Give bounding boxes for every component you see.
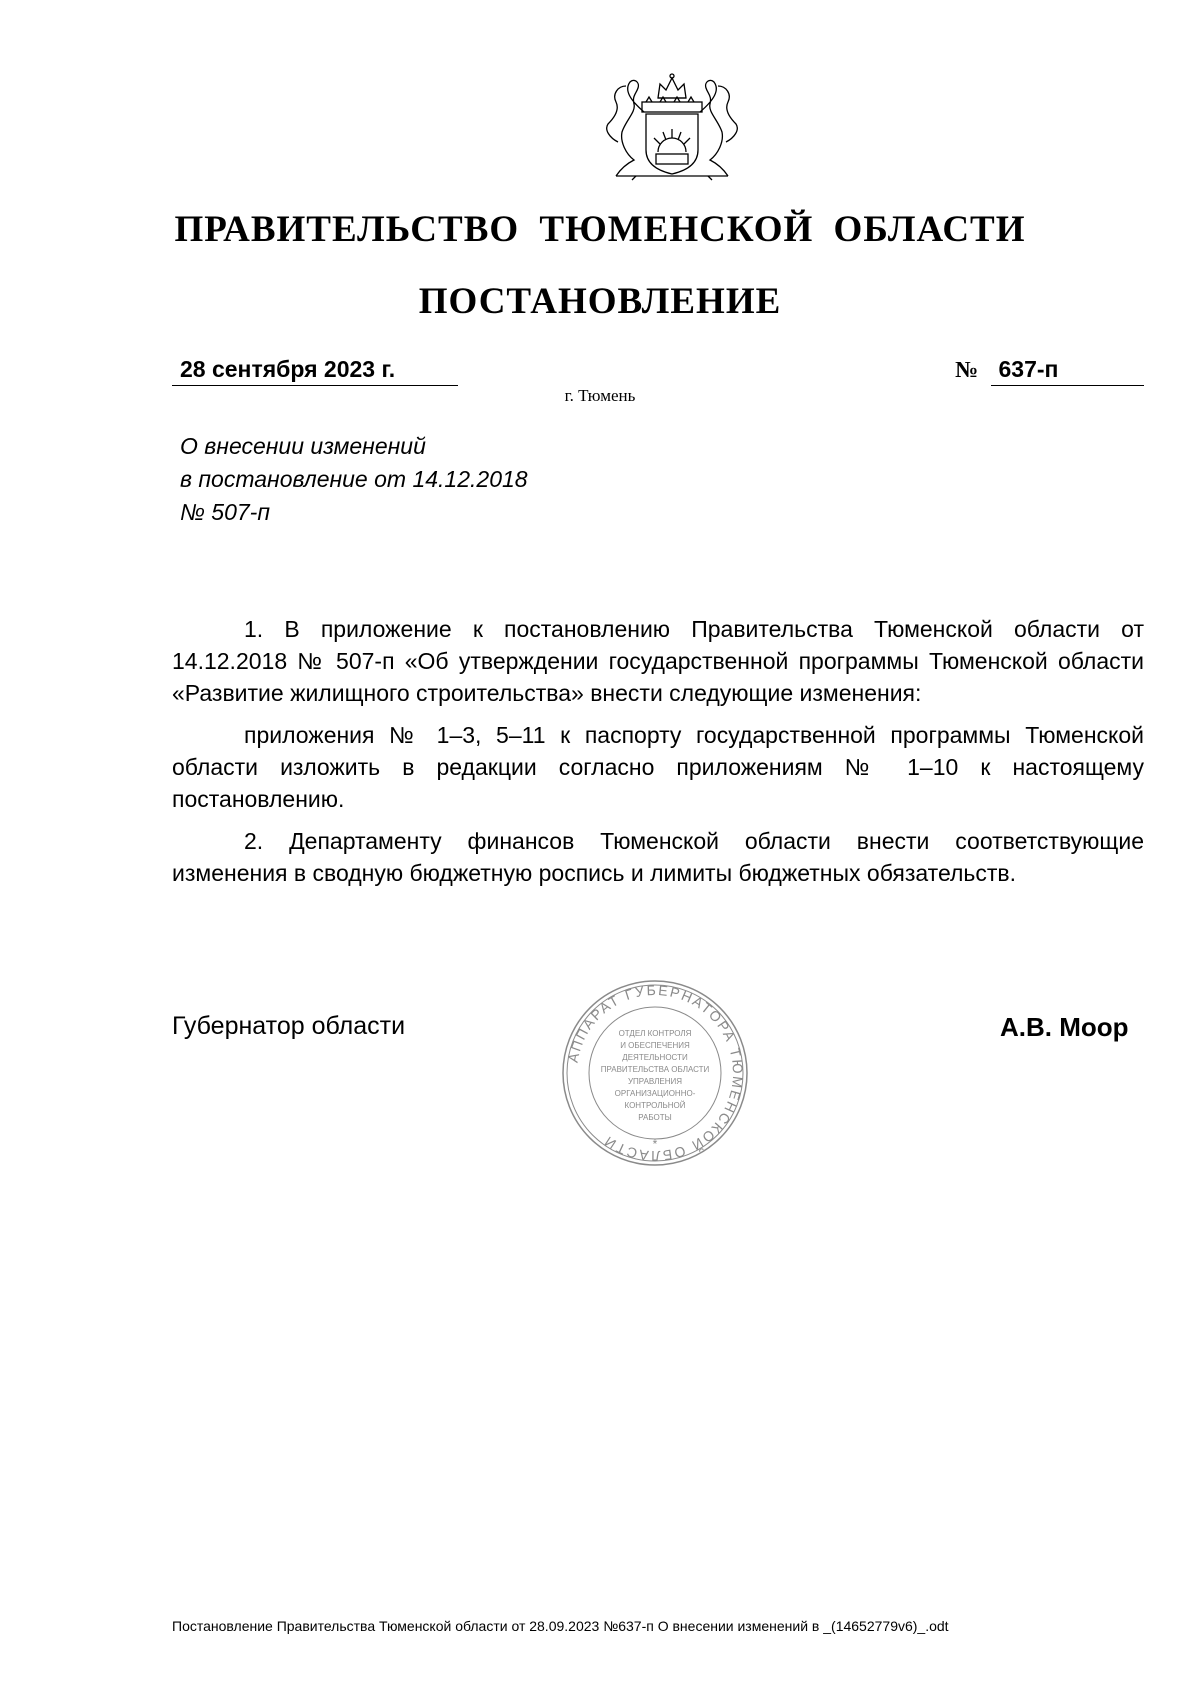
stamp-inner-line: РАБОТЫ (638, 1113, 672, 1122)
body-paragraph: 1. В приложение к постановлению Правительства Тюменской области от 14.12.2018 № 507-п «Об утверждении государственной программы Тюменской области «Развитие жилищного строительства» внести следующие изменения: (172, 616, 1144, 706)
body-paragraph: приложения № 1–3, 5–11 к паспорту государственной программы Тюменской области изложить в редакции согласно приложениям № 1–10 к настоящему постановлению. (172, 722, 1144, 812)
document-subject (180, 430, 528, 529)
document-number-row (955, 356, 1144, 386)
stamp-inner-line: ПРАВИТЕЛЬСТВА ОБЛАСТИ (600, 1065, 710, 1074)
stamp-inner-line: УПРАВЛЕНИЯ (627, 1077, 683, 1086)
stamp-inner-line: ОРГАНИЗАЦИОННО- (614, 1089, 696, 1098)
stamp-star: * (652, 1137, 658, 1151)
government-title: ПРАВИТЕЛЬСТВО ТЮМЕНСКОЙ ОБЛАСТИ (174, 209, 1026, 250)
page-footer: Постановление Правительства Тюменской области от 28.09.2023 №637-п О внесении изменений в _(14652779v6)_.odt (172, 1618, 949, 1634)
stamp-inner-line: ДЕЯТЕЛЬНОСТИ (622, 1053, 688, 1062)
document-type-title: ПОСТАНОВЛЕНИЕ (418, 281, 782, 322)
city-label: г. Тюмень (564, 386, 636, 405)
coat-of-arms-icon (596, 72, 748, 182)
subject-line: О внесении изменений (180, 433, 426, 459)
number-sign: № (955, 357, 979, 382)
subject-line: в постановление от 14.12.2018 (180, 466, 528, 492)
official-stamp-icon (560, 978, 750, 1168)
document-number: 637-п (991, 356, 1144, 386)
stamp-ring-text: АППАРАТ ГУБЕРНАТОРА ТЮМЕНСКОЙ ОБЛАСТИ (564, 981, 747, 1165)
stamp-inner-line: КОНТРОЛЬНОЙ (624, 1101, 686, 1110)
body-paragraph: 2. Департаменту финансов Тюменской области внести соответствующие изменения в сводную бюджетную роспись и лимиты бюджетных обязательств. (172, 828, 1144, 886)
document-date: 28 сентября 2023 г. (172, 356, 458, 386)
signer-position: Губернатор области (172, 1012, 406, 1040)
signer-name: А.В. Моор (1000, 1012, 1129, 1042)
stamp-inner-line: И ОБЕСПЕЧЕНИЯ (620, 1041, 690, 1050)
document-body (172, 613, 1144, 899)
subject-line: № 507-п (180, 499, 270, 525)
stamp-inner-line: ОТДЕЛ КОНТРОЛЯ (618, 1029, 692, 1038)
